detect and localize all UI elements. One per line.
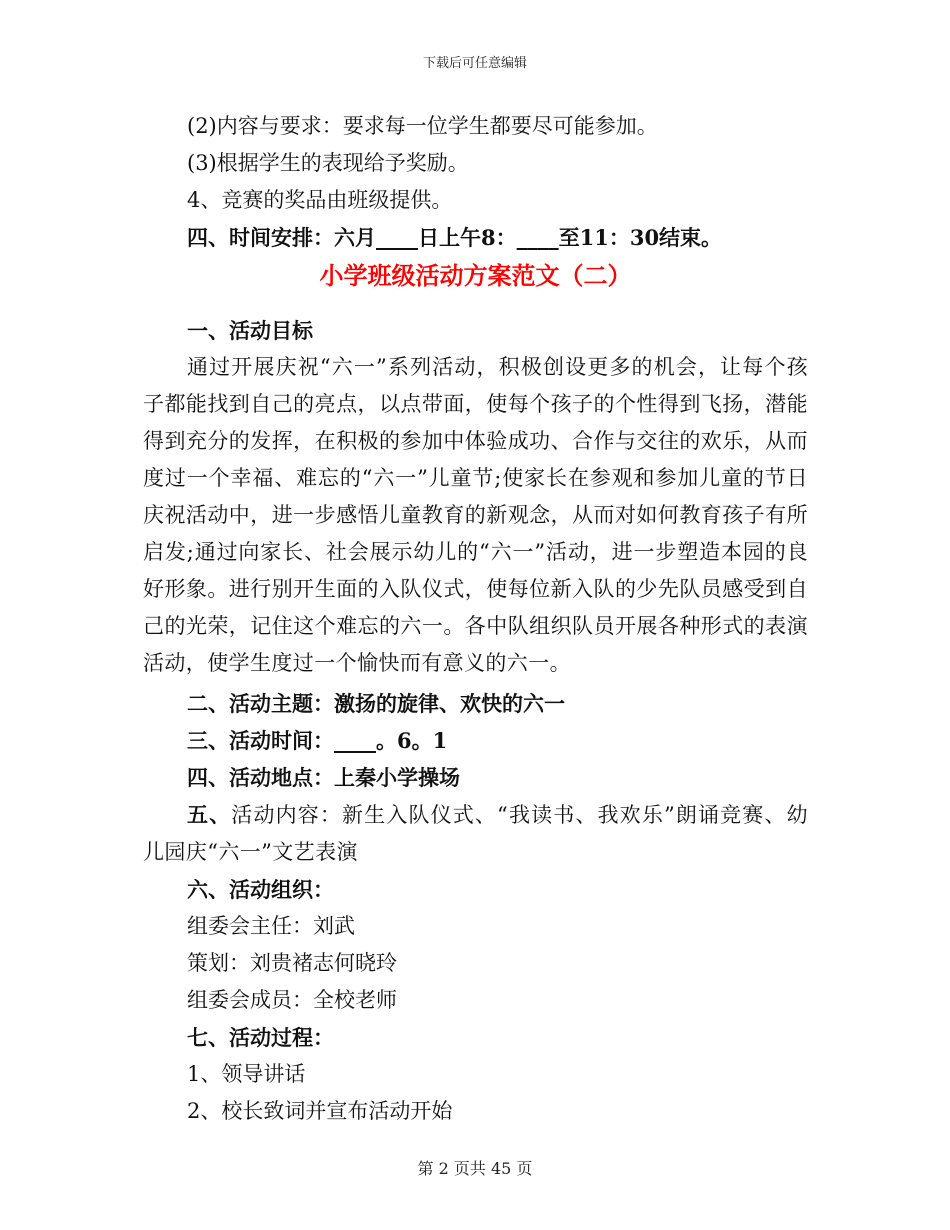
process-heading: 七、活动过程： [187,1025,334,1050]
org-item: 策划：刘贵褚志何晓玲 [187,951,397,975]
page-footer: 第 2 页共 45 页 [417,1159,533,1178]
process-item: 2、校长致词并宣布活动开始 [187,1099,453,1123]
item-rewards: (3)根据学生的表现给予奖励。 [187,151,469,175]
goal-paragraph: 通过开展庆祝“六一”系列活动，积极创设更多的机会，让每个孩子都能找到自己的亮点，以点带面，使每个孩子的个性得到飞扬，潜能得到充分的发挥，在积极的参加中体验成功、合作与交往的欢乐，从而度过一个幸福、难忘的“六一”儿童节;使家长在参观和参加儿童的节日庆祝活动中，进一步感悟儿童教育的新观念，从而对如何教育孩子有所启发;通过向家长、社会展示幼儿的“六一”活动，进一步塑造本园的良好形象。进行别开生面的入队仪式，使每位新入队的少先队员感受到自己的光荣，记住这个难忘的六一。各中队组织队员开展各种形式的表演活动，使学生度过一个愉快而有意义的六一。 [143,355,808,675]
page-header: 下载后可任意编辑 [422,56,527,71]
content-paragraph [143,796,808,871]
item-prizes: 4、竞赛的奖品由班级提供。 [187,188,453,212]
time-line: 三、活动时间：____。6。1 [187,728,448,753]
item-content-requirements: (2)内容与要求：要求每一位学生都要尽可能参加。 [187,114,658,138]
org-item: 组委会主任：刘武 [187,914,355,938]
org-item: 组委会成员：全校老师 [187,988,397,1012]
theme-line: 二、活动主题：激扬的旋律、欢快的六一 [187,691,565,716]
content-text: 活动内容：新生入队仪式、“我读书、我欢乐”朗诵竞赛、幼儿园庆“六一”文艺表演 [143,803,808,864]
content-heading: 五、 [187,802,232,827]
section-title: 小学班级活动方案范文（二） [319,261,632,290]
org-heading: 六、活动组织： [187,877,334,902]
schedule-line: 四、时间安排：六月____日上午8：____至11：30结束。 [187,225,723,250]
process-item: 1、领导讲话 [187,1062,306,1086]
place-line: 四、活动地点：上秦小学操场 [187,765,460,790]
document-body [143,108,808,1130]
goal-heading: 一、活动目标 [187,318,313,343]
